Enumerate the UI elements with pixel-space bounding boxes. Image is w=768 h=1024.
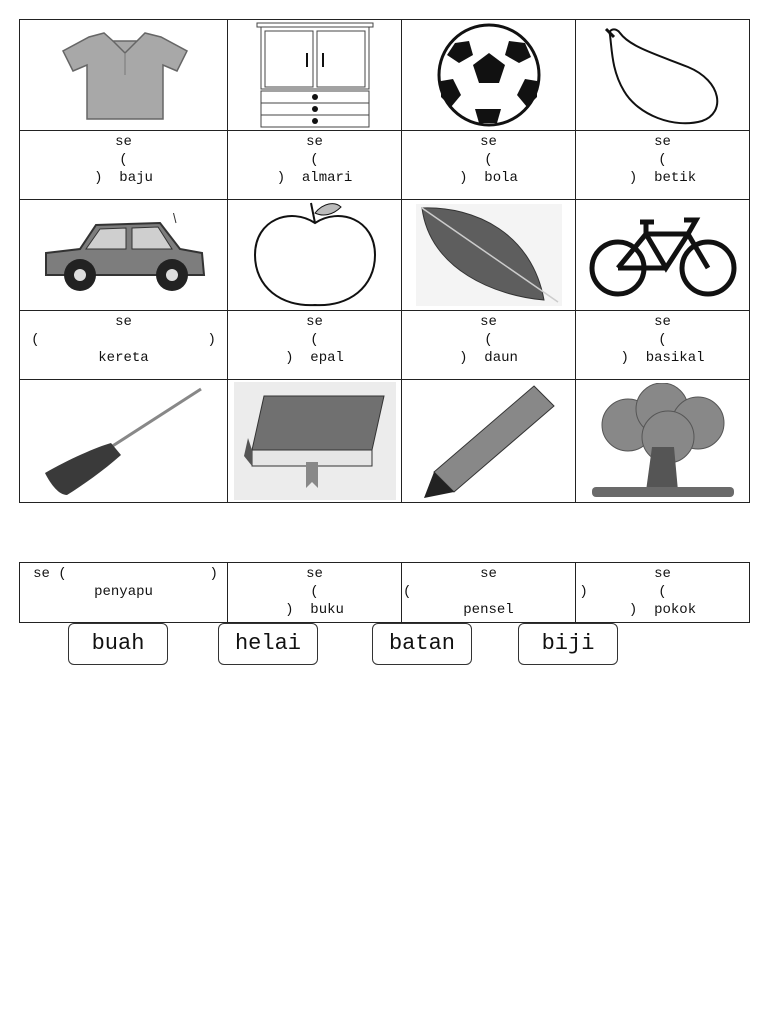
open-bracket: ( — [484, 152, 493, 168]
book-icon — [234, 382, 396, 500]
classifier-se: se — [480, 314, 497, 330]
noun-label: ) buku — [285, 602, 344, 618]
tree-label-cell — [576, 563, 750, 623]
papaya-image-cell — [576, 20, 750, 131]
word-card-batan[interactable]: batan — [372, 623, 472, 665]
pencil-image-cell — [402, 380, 576, 503]
broom-label-cell — [20, 563, 228, 623]
book-image-cell — [228, 380, 402, 503]
leaf-image-cell — [402, 200, 576, 311]
shirt-label-cell — [20, 131, 228, 200]
noun-label: ) almari — [276, 170, 353, 186]
football-image-cell — [402, 20, 576, 131]
noun-label: ) baju — [94, 170, 153, 186]
worksheet-grid — [19, 19, 750, 503]
open-bracket: ( — [310, 584, 319, 600]
noun-label: ) basikal — [620, 350, 705, 366]
noun-label: pensel — [463, 602, 514, 618]
word-card-buah[interactable]: buah — [68, 623, 168, 665]
apple-label-cell — [228, 311, 402, 380]
ball-label-cell — [402, 131, 576, 200]
papaya-label-cell — [576, 131, 750, 200]
tree-image-cell — [576, 380, 750, 503]
leaf-label-cell — [402, 311, 576, 380]
book-label-cell — [228, 563, 402, 623]
car-label-cell — [20, 311, 228, 380]
classifier-se: se — [654, 566, 671, 582]
cabinet-label-cell — [228, 131, 402, 200]
bicycle-label-cell — [576, 311, 750, 380]
noun-label: ) bola — [459, 170, 518, 186]
bicycle-image-cell — [576, 200, 750, 311]
open-bracket: ( — [310, 332, 319, 348]
noun-label: penyapu — [94, 584, 153, 600]
open-bracket: ( — [119, 152, 128, 168]
classifier-se: se — [306, 314, 323, 330]
broom-image-cell — [20, 380, 228, 503]
noun-label: ) epal — [285, 350, 344, 366]
open-bracket: ( — [484, 332, 493, 348]
classifier-se: se — [115, 314, 132, 330]
word-card-helai[interactable]: helai — [218, 623, 318, 665]
open-bracket: ( — [658, 332, 667, 348]
classifier-se: se — [306, 566, 323, 582]
apple-icon — [251, 201, 379, 309]
answer-blank[interactable]: ( ) — [403, 584, 588, 600]
noun-label: ) betik — [628, 170, 697, 186]
classifier-se: se — [654, 134, 671, 150]
noun-label: ) pokok — [628, 602, 697, 618]
shirt-image-cell — [20, 20, 228, 131]
noun-label: kereta — [98, 350, 149, 366]
worksheet-grid-bottom — [19, 562, 750, 623]
cabinet-icon — [253, 21, 377, 129]
answer-blank[interactable]: se ( ) — [33, 566, 218, 582]
answer-blank[interactable]: ( ) — [31, 332, 216, 348]
papaya-icon — [598, 25, 728, 125]
apple-image-cell — [228, 200, 402, 311]
car-image-cell — [20, 200, 228, 311]
noun-label: ) daun — [459, 350, 518, 366]
tree-icon — [588, 383, 738, 499]
word-card-biji[interactable]: biji — [518, 623, 618, 665]
car-icon — [40, 213, 208, 297]
open-bracket: ( — [658, 584, 667, 600]
pencil-icon — [414, 382, 564, 500]
open-bracket: ( — [310, 152, 319, 168]
pencil-label-cell — [402, 563, 588, 623]
shirt-icon — [59, 27, 189, 123]
classifier-se: se — [480, 134, 497, 150]
classifier-se: se — [480, 566, 497, 582]
football-icon — [435, 23, 543, 127]
classifier-se: se — [115, 134, 132, 150]
open-bracket: ( — [658, 152, 667, 168]
leaf-icon — [416, 204, 562, 306]
broom-icon — [39, 385, 209, 497]
bicycle-icon — [588, 210, 738, 300]
classifier-se: se — [654, 314, 671, 330]
classifier-se: se — [306, 134, 323, 150]
cabinet-image-cell — [228, 20, 402, 131]
